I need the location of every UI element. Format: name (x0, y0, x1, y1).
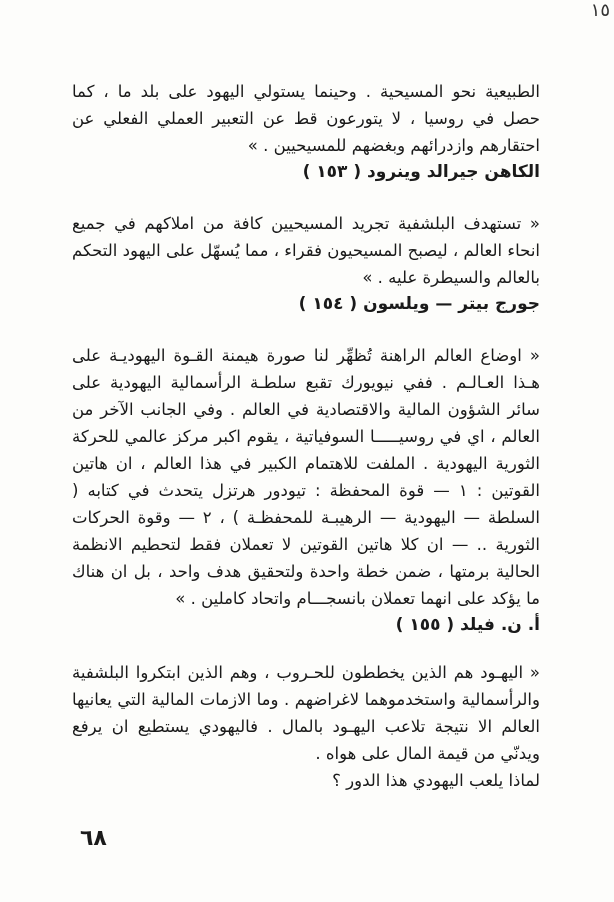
attribution-153: الكاهن جيرالد وينرود ( ١٥٣ ) (302, 162, 540, 182)
paragraph-2: « تستهدف البلشفية تجريد المسيحيين كافة من املاكهم في جميع انحاء العالم ، ليصبح المسيحيون فقراء ، مما يُسهّل على اليهود التحكم بالعالم والسيطرة عليه . » (72, 214, 540, 287)
paragraph-4: « اليهـود هم الذين يخططون للحـروب ، وهم الذين ابتكروا البلشفية والرأسمالية واستخدموهما لاغراضهم . وما الازمات المالية التي يعانيها العالم الا نتيجة تلاعب اليهـود بالمال . فاليهودي يستطيع ان يرفع ويدنّي من قيمة المال على هواه . (72, 663, 540, 763)
corner-mark: ١٥ (590, 0, 610, 21)
question-line: لماذا يلعب اليهودي هذا الدور ؟ (332, 771, 540, 790)
page-number: ٦٨ (80, 826, 107, 851)
paragraph-3: « اوضاع العالم الراهنة تُظهِّر لنا صورة هيمنة القـوة اليهوديـة على هـذا العـالـم . ففي نيويورك تقبع سلطـة الرأسمالية اليهودية على سائر الشؤون المالية والاقتصادية في العالم . وفي الجانب الآخر من العالم ، اي في روسيـــــا السوفياتية ، يقوم اكبر مركز عالمي للحركة الثورية اليهودية . الملفت للاهتمام الكبير في هذا العالم ، ان هاتين القوتين : ١ — قوة المحفظة : تيودور هرتزل يتحدث في كتابه ( السلطة — اليهودية — الرهيبـة للمحفظـة ) ، ٢ — وقوة الحركات الثورية .. — ان كلا هاتين القوتين لا تعملان فقط لتحطيم الانظمة الحالية برمتها ، ضمن خطة واحدة ولتحقيق هدف واحد ، بل ان هناك ما يؤكد على انهما تعملان بانسجـــام واتحاد كاملين . » (72, 346, 540, 608)
body-text (72, 78, 540, 794)
paragraph-1: الطبيعية نحو المسيحية . وحينما يستولي اليهود على بلد ما ، كما حصل في روسيا ، لا يتورعون قط عن التعبير العملي الفعلي عن احتقارهم وازدرائهم وبغضهم للمسيحيين . » (72, 82, 540, 155)
attribution-155: أ. ن. فيلد ( ١٥٥ ) (395, 615, 540, 635)
attribution-154: جورج بيتر — ويلسون ( ١٥٤ ) (298, 294, 540, 314)
